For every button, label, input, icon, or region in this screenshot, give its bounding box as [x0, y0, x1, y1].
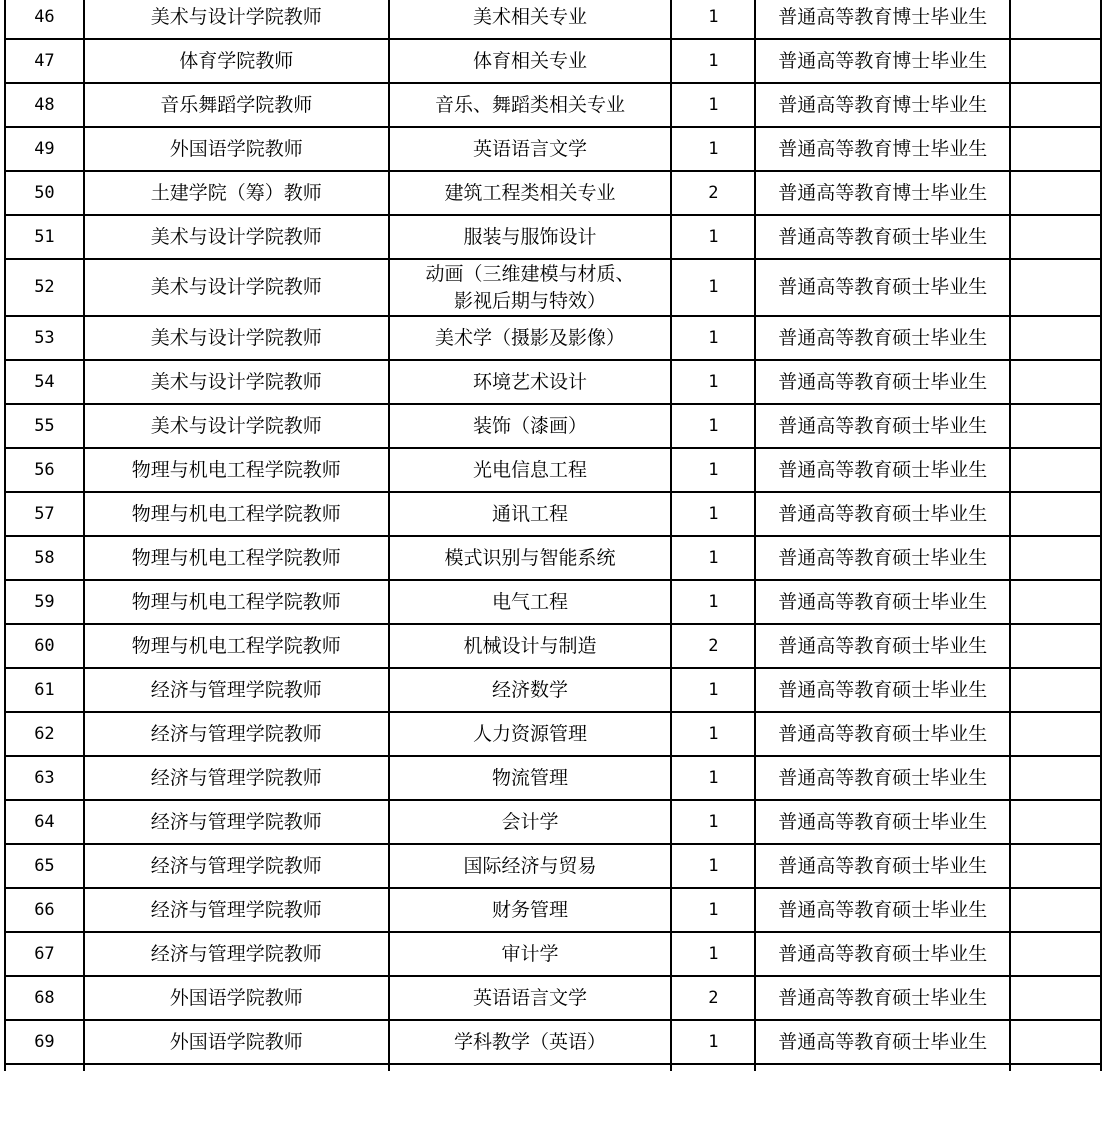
count-cell: 1 — [671, 1020, 755, 1064]
position-cell: 经济与管理学院教师 — [84, 756, 389, 800]
position-cell: 外国语学院教师 — [84, 976, 389, 1020]
remark-cell — [1010, 1020, 1101, 1064]
major-cell: 学科教学（英语） — [389, 1020, 672, 1064]
position-cell: 经济与管理学院教师 — [84, 668, 389, 712]
requirement-cell: 普通高等教育硕士毕业生 — [755, 756, 1010, 800]
remark-cell — [1010, 800, 1101, 844]
row-number: 66 — [5, 888, 84, 932]
requirement-cell: 普通高等教育硕士毕业生 — [755, 259, 1010, 316]
major-cell: 财务管理 — [389, 888, 672, 932]
major-cell: 美术相关专业 — [389, 0, 672, 39]
requirement-cell: 普通高等教育硕士毕业生 — [755, 888, 1010, 932]
recruitment-table — [4, 0, 1102, 1071]
table-row — [5, 448, 1101, 492]
major-cell: 服装与服饰设计 — [389, 215, 672, 259]
empty-cell — [5, 1064, 84, 1071]
remark-cell — [1010, 39, 1101, 83]
requirement-cell: 普通高等教育硕士毕业生 — [755, 1020, 1010, 1064]
remark-cell — [1010, 976, 1101, 1020]
row-number: 65 — [5, 844, 84, 888]
count-cell: 2 — [671, 976, 755, 1020]
requirement-cell: 普通高等教育博士毕业生 — [755, 83, 1010, 127]
row-number: 58 — [5, 536, 84, 580]
row-number: 56 — [5, 448, 84, 492]
remark-cell — [1010, 668, 1101, 712]
remark-cell — [1010, 215, 1101, 259]
position-cell: 美术与设计学院教师 — [84, 404, 389, 448]
position-cell: 经济与管理学院教师 — [84, 800, 389, 844]
remark-cell — [1010, 316, 1101, 360]
remark-cell — [1010, 492, 1101, 536]
major-cell: 音乐、舞蹈类相关专业 — [389, 83, 672, 127]
major-cell: 装饰（漆画） — [389, 404, 672, 448]
table-row — [5, 492, 1101, 536]
empty-cell — [755, 1064, 1010, 1071]
remark-cell — [1010, 580, 1101, 624]
row-number: 59 — [5, 580, 84, 624]
remark-cell — [1010, 127, 1101, 171]
table-row — [5, 712, 1101, 756]
requirement-cell: 普通高等教育硕士毕业生 — [755, 844, 1010, 888]
position-cell: 美术与设计学院教师 — [84, 215, 389, 259]
table-body — [5, 0, 1101, 1071]
remark-cell — [1010, 844, 1101, 888]
major-line: 动画（三维建模与材质、 — [425, 262, 635, 285]
remark-cell — [1010, 756, 1101, 800]
position-cell: 物理与机电工程学院教师 — [84, 624, 389, 668]
position-cell: 体育学院教师 — [84, 39, 389, 83]
empty-cell — [84, 1064, 389, 1071]
major-cell: 模式识别与智能系统 — [389, 536, 672, 580]
position-cell: 经济与管理学院教师 — [84, 932, 389, 976]
table-row — [5, 580, 1101, 624]
position-cell: 美术与设计学院教师 — [84, 360, 389, 404]
major-cell — [389, 259, 672, 316]
table-row — [5, 1020, 1101, 1064]
major-cell: 审计学 — [389, 932, 672, 976]
table-row — [5, 536, 1101, 580]
major-cell: 英语语言文学 — [389, 127, 672, 171]
table-row — [5, 844, 1101, 888]
remark-cell — [1010, 536, 1101, 580]
count-cell: 1 — [671, 404, 755, 448]
position-cell: 物理与机电工程学院教师 — [84, 536, 389, 580]
remark-cell — [1010, 624, 1101, 668]
position-cell: 物理与机电工程学院教师 — [84, 580, 389, 624]
requirement-cell: 普通高等教育博士毕业生 — [755, 39, 1010, 83]
count-cell: 1 — [671, 756, 755, 800]
remark-cell — [1010, 932, 1101, 976]
count-cell: 2 — [671, 171, 755, 215]
row-number: 48 — [5, 83, 84, 127]
major-cell: 美术学（摄影及影像） — [389, 316, 672, 360]
requirement-cell: 普通高等教育硕士毕业生 — [755, 976, 1010, 1020]
major-cell: 经济数学 — [389, 668, 672, 712]
position-cell: 音乐舞蹈学院教师 — [84, 83, 389, 127]
empty-cell — [1010, 1064, 1101, 1071]
position-cell: 物理与机电工程学院教师 — [84, 448, 389, 492]
count-cell: 1 — [671, 932, 755, 976]
position-cell: 经济与管理学院教师 — [84, 844, 389, 888]
remark-cell — [1010, 360, 1101, 404]
major-cell: 电气工程 — [389, 580, 672, 624]
row-number: 62 — [5, 712, 84, 756]
row-number: 67 — [5, 932, 84, 976]
major-cell: 会计学 — [389, 800, 672, 844]
position-cell: 美术与设计学院教师 — [84, 259, 389, 316]
requirement-cell: 普通高等教育硕士毕业生 — [755, 448, 1010, 492]
count-cell: 1 — [671, 127, 755, 171]
table-row — [5, 932, 1101, 976]
row-number: 57 — [5, 492, 84, 536]
table-row — [5, 404, 1101, 448]
position-cell: 美术与设计学院教师 — [84, 0, 389, 39]
position-cell: 外国语学院教师 — [84, 1020, 389, 1064]
position-cell: 经济与管理学院教师 — [84, 888, 389, 932]
count-cell: 1 — [671, 800, 755, 844]
requirement-cell: 普通高等教育硕士毕业生 — [755, 536, 1010, 580]
count-cell: 1 — [671, 492, 755, 536]
remark-cell — [1010, 0, 1101, 39]
requirement-cell: 普通高等教育硕士毕业生 — [755, 404, 1010, 448]
requirement-cell: 普通高等教育博士毕业生 — [755, 171, 1010, 215]
position-cell: 外国语学院教师 — [84, 127, 389, 171]
requirement-cell: 普通高等教育硕士毕业生 — [755, 712, 1010, 756]
table-row — [5, 360, 1101, 404]
major-cell: 人力资源管理 — [389, 712, 672, 756]
major-cell: 机械设计与制造 — [389, 624, 672, 668]
table-row — [5, 259, 1101, 316]
table-row — [5, 83, 1101, 127]
count-cell: 1 — [671, 259, 755, 316]
count-cell: 1 — [671, 39, 755, 83]
count-cell: 1 — [671, 316, 755, 360]
position-cell: 经济与管理学院教师 — [84, 712, 389, 756]
count-cell: 1 — [671, 580, 755, 624]
table-row — [5, 215, 1101, 259]
remark-cell — [1010, 83, 1101, 127]
row-number: 49 — [5, 127, 84, 171]
requirement-cell: 普通高等教育硕士毕业生 — [755, 316, 1010, 360]
remark-cell — [1010, 404, 1101, 448]
count-cell: 1 — [671, 360, 755, 404]
empty-cell — [389, 1064, 672, 1071]
major-cell: 英语语言文学 — [389, 976, 672, 1020]
major-cell: 光电信息工程 — [389, 448, 672, 492]
table-row — [5, 39, 1101, 83]
count-cell: 1 — [671, 448, 755, 492]
requirement-cell: 普通高等教育硕士毕业生 — [755, 580, 1010, 624]
count-cell: 1 — [671, 0, 755, 39]
empty-cell — [671, 1064, 755, 1071]
major-cell: 通讯工程 — [389, 492, 672, 536]
count-cell: 1 — [671, 712, 755, 756]
remark-cell — [1010, 712, 1101, 756]
row-number: 47 — [5, 39, 84, 83]
table-row — [5, 171, 1101, 215]
requirement-cell: 普通高等教育硕士毕业生 — [755, 215, 1010, 259]
remark-cell — [1010, 448, 1101, 492]
table-row — [5, 624, 1101, 668]
count-cell: 1 — [671, 215, 755, 259]
row-number: 51 — [5, 215, 84, 259]
row-number: 46 — [5, 0, 84, 39]
position-cell: 土建学院（筹）教师 — [84, 171, 389, 215]
table-row-partial — [5, 1064, 1101, 1071]
major-cell: 物流管理 — [389, 756, 672, 800]
remark-cell — [1010, 888, 1101, 932]
requirement-cell: 普通高等教育硕士毕业生 — [755, 360, 1010, 404]
major-cell: 国际经济与贸易 — [389, 844, 672, 888]
position-cell: 物理与机电工程学院教师 — [84, 492, 389, 536]
requirement-cell: 普通高等教育硕士毕业生 — [755, 668, 1010, 712]
requirement-cell: 普通高等教育博士毕业生 — [755, 0, 1010, 39]
row-number: 53 — [5, 316, 84, 360]
major-line: 影视后期与特效） — [454, 289, 607, 312]
count-cell: 1 — [671, 888, 755, 932]
requirement-cell: 普通高等教育硕士毕业生 — [755, 932, 1010, 976]
row-number: 69 — [5, 1020, 84, 1064]
row-number: 52 — [5, 259, 84, 316]
count-cell: 1 — [671, 536, 755, 580]
row-number: 54 — [5, 360, 84, 404]
table-row — [5, 127, 1101, 171]
table-row — [5, 756, 1101, 800]
table-row — [5, 888, 1101, 932]
table-row — [5, 668, 1101, 712]
major-cell: 建筑工程类相关专业 — [389, 171, 672, 215]
row-number: 55 — [5, 404, 84, 448]
row-number: 61 — [5, 668, 84, 712]
table-row — [5, 800, 1101, 844]
row-number: 63 — [5, 756, 84, 800]
position-cell: 美术与设计学院教师 — [84, 316, 389, 360]
major-cell: 体育相关专业 — [389, 39, 672, 83]
remark-cell — [1010, 171, 1101, 215]
row-number: 68 — [5, 976, 84, 1020]
row-number: 60 — [5, 624, 84, 668]
requirement-cell: 普通高等教育硕士毕业生 — [755, 800, 1010, 844]
remark-cell — [1010, 259, 1101, 316]
count-cell: 1 — [671, 844, 755, 888]
count-cell: 2 — [671, 624, 755, 668]
requirement-cell: 普通高等教育硕士毕业生 — [755, 624, 1010, 668]
requirement-cell: 普通高等教育硕士毕业生 — [755, 492, 1010, 536]
table-row — [5, 316, 1101, 360]
row-number: 64 — [5, 800, 84, 844]
table-row — [5, 976, 1101, 1020]
count-cell: 1 — [671, 83, 755, 127]
row-number: 50 — [5, 171, 84, 215]
table-row — [5, 0, 1101, 39]
major-cell: 环境艺术设计 — [389, 360, 672, 404]
requirement-cell: 普通高等教育博士毕业生 — [755, 127, 1010, 171]
count-cell: 1 — [671, 668, 755, 712]
